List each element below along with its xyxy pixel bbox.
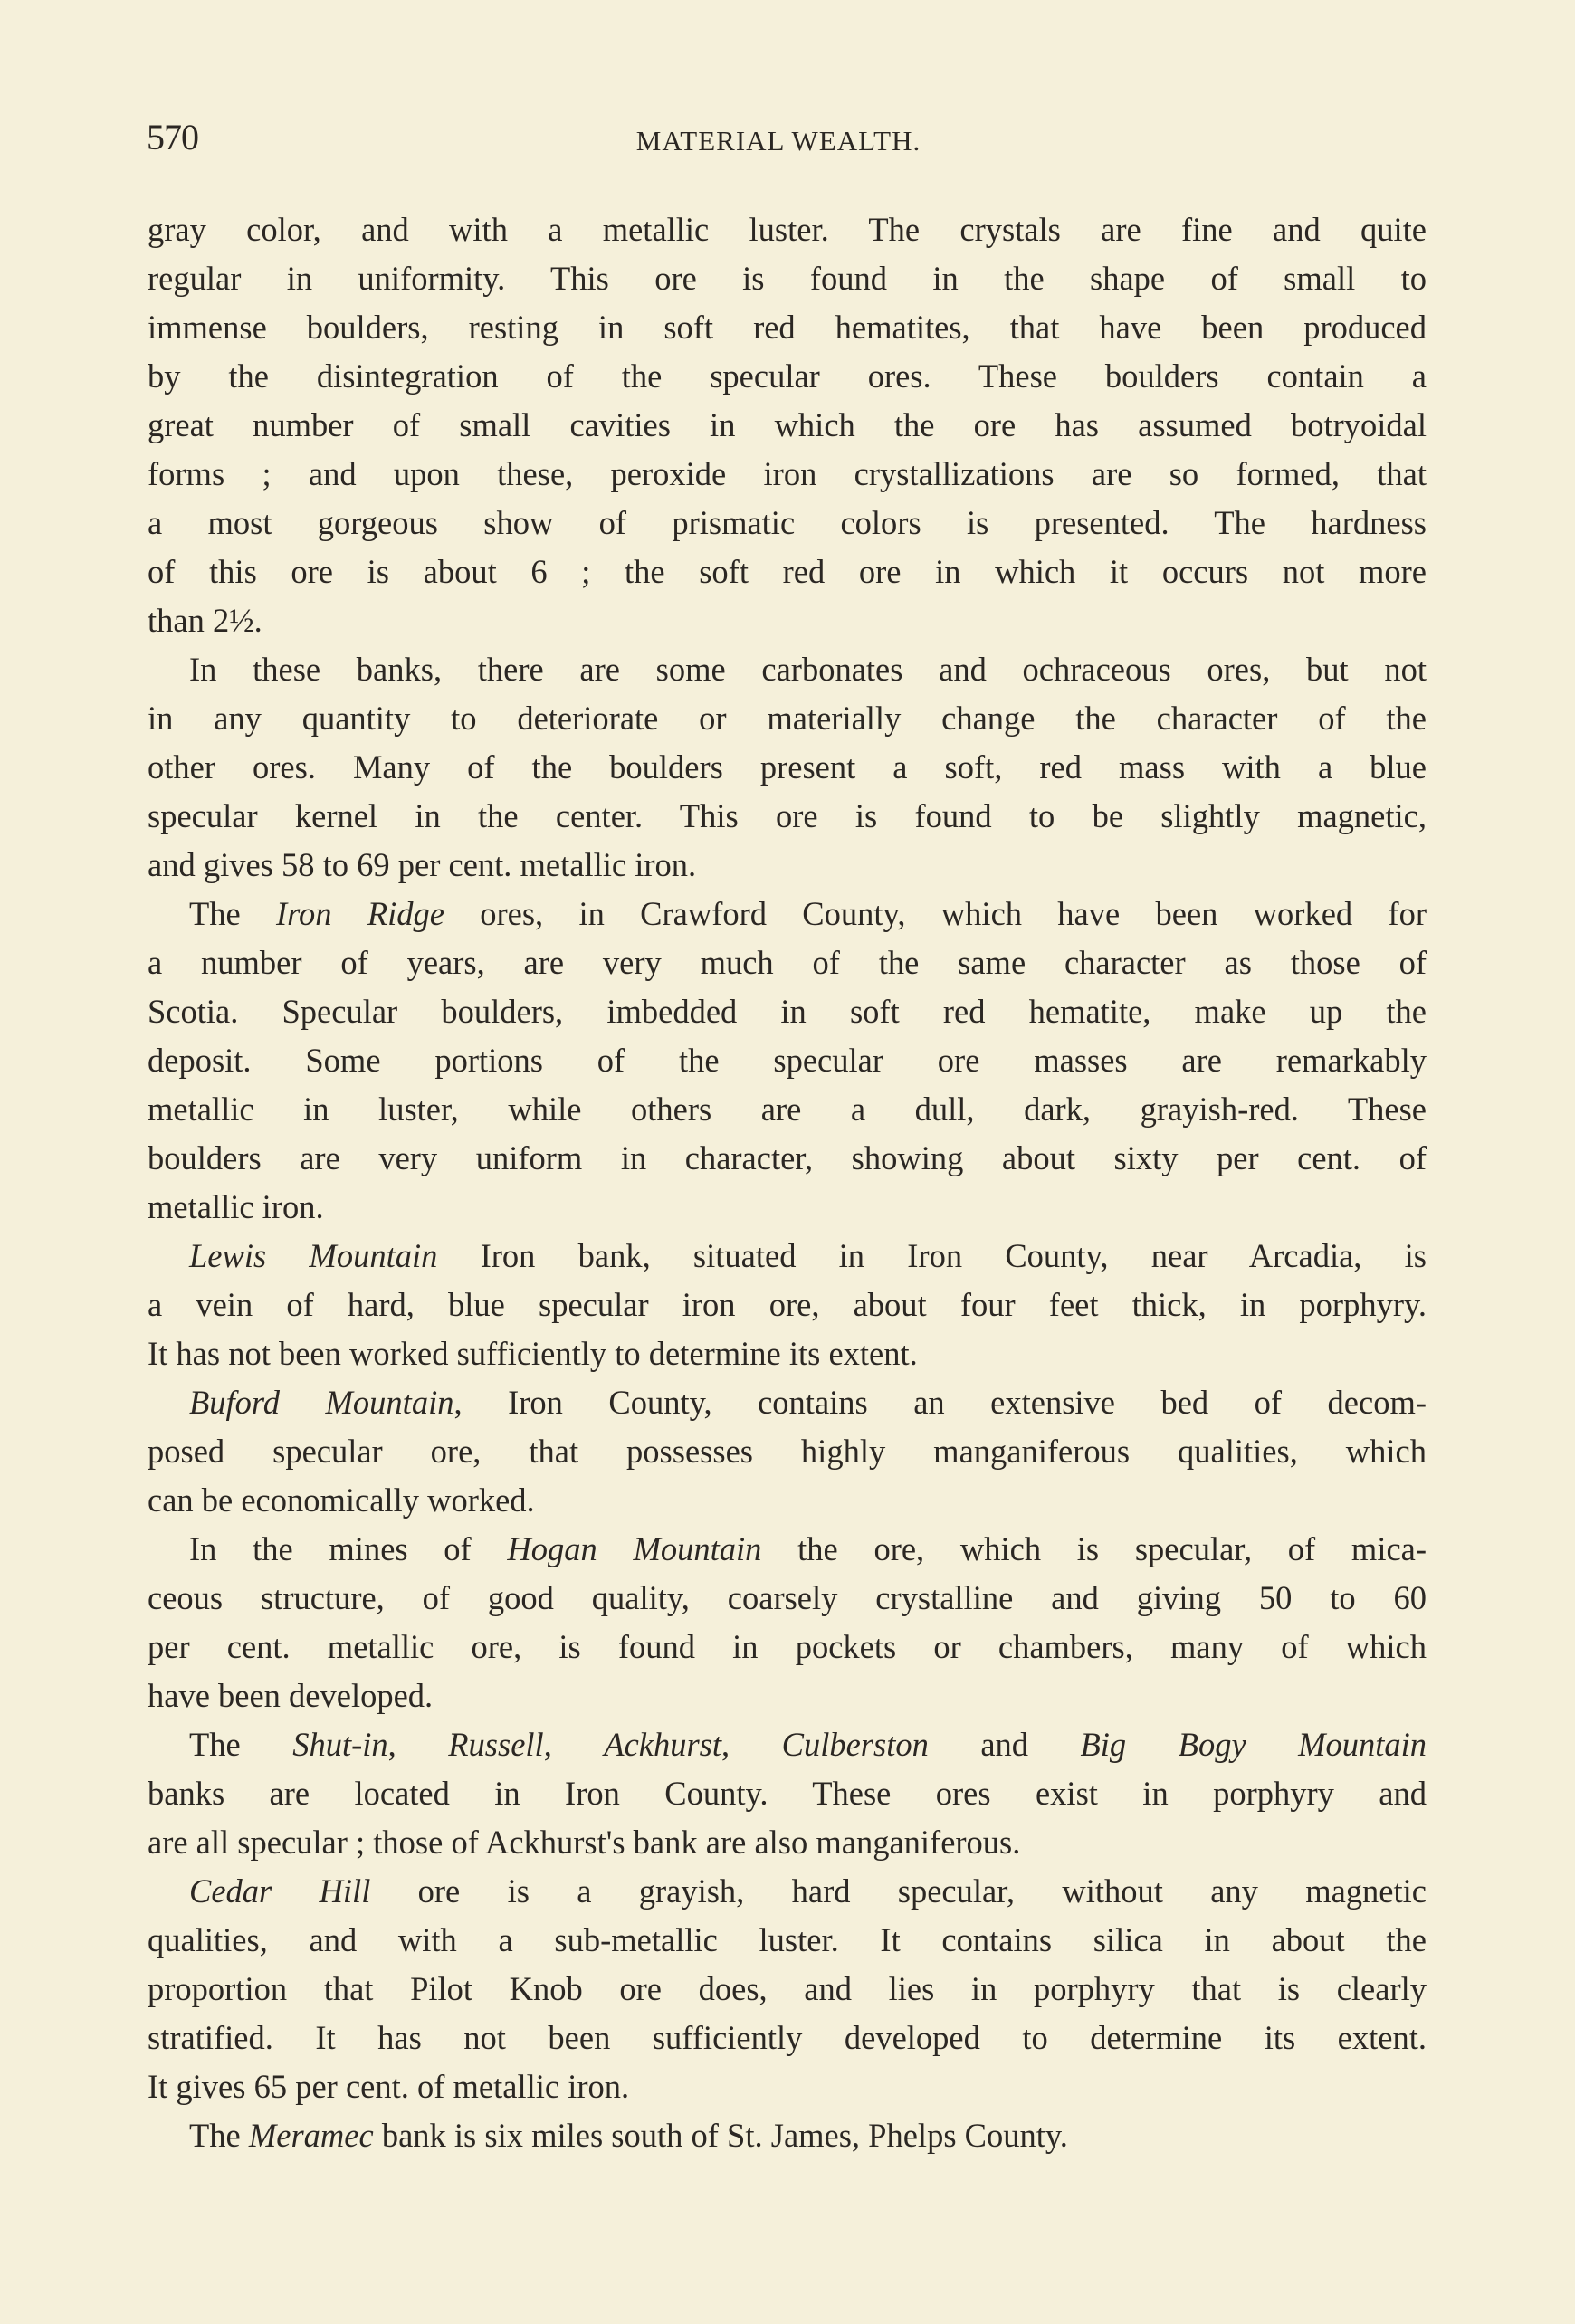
text-span: qualities, and with a sub-metallic luster. It contains silica in about the	[148, 1921, 1427, 1958]
text-span: regular in uniformity. This ore is found in the shape of small to	[148, 260, 1427, 297]
text-line	[148, 1769, 1427, 1818]
text-span: per cent. metallic ore, is found in pockets or chambers, many of which	[148, 1628, 1427, 1665]
text-span: than 2½.	[148, 602, 262, 639]
text-span: The	[189, 1726, 293, 1763]
text-span: metallic iron.	[148, 1188, 324, 1225]
italic-name: Culberston	[781, 1726, 929, 1763]
paragraph	[148, 890, 1427, 1232]
text-span: ores, in Crawford County, which have been worked for	[444, 895, 1427, 932]
text-span: banks are located in Iron County. These ores exist in porphyry and	[148, 1775, 1427, 1812]
text-span: by the disintegration of the specular ores. These boulders contain a	[148, 357, 1427, 395]
text-line	[148, 401, 1427, 450]
text-line	[148, 1574, 1427, 1623]
text-line	[148, 596, 1427, 645]
text-span: proportion that Pilot Knob ore does, and lies in porphyry that is clearly	[148, 1970, 1427, 2007]
text-span: It has not been worked sufficiently to determine its extent.	[148, 1335, 918, 1372]
italic-name: Cedar Hill	[189, 1872, 371, 1910]
text-span: , Iron County, contains an extensive bed of decom-	[453, 1384, 1427, 1421]
paragraph	[148, 1867, 1427, 2111]
paragraph	[148, 1720, 1427, 1867]
text-line	[148, 1281, 1427, 1329]
italic-name: Big Bogy Mountain	[1080, 1726, 1427, 1763]
text-line	[148, 1329, 1427, 1378]
text-line	[148, 1623, 1427, 1672]
italic-name: Hogan Mountain	[507, 1530, 762, 1567]
italic-name: Shut-in	[292, 1726, 388, 1763]
paragraph	[148, 2111, 1427, 2160]
paragraph	[148, 1232, 1427, 1378]
text-span: bank is six miles south of St. James, Phelps County.	[373, 2117, 1068, 2154]
paragraph	[148, 205, 1427, 645]
text-line	[148, 841, 1427, 890]
text-line	[148, 1378, 1427, 1427]
paragraph	[148, 1378, 1427, 1525]
text-span: forms ; and upon these, peroxide iron crystallizations are so formed, that	[148, 455, 1427, 492]
italic-name: Meramec	[248, 2117, 374, 2154]
text-span: are all specular ; those of Ackhurst's bank are also manganiferous.	[148, 1824, 1021, 1861]
text-line	[148, 499, 1427, 548]
text-span: stratified. It has not been sufficiently developed to determine its extent.	[148, 2019, 1427, 2056]
paragraph	[148, 645, 1427, 890]
text-span: posed specular ore, that possesses highly manganiferous qualities, which	[148, 1433, 1427, 1470]
text-span: a vein of hard, blue specular iron ore, about four feet thick, in porphyry.	[148, 1286, 1427, 1323]
text-line	[148, 890, 1427, 938]
text-span: ore is a grayish, hard specular, without any magnetic	[370, 1872, 1427, 1910]
text-span: The	[189, 2117, 249, 2154]
text-line	[148, 254, 1427, 303]
italic-name: Buford Mountain	[189, 1384, 454, 1421]
text-line	[148, 1965, 1427, 2014]
text-span: ,	[721, 1726, 782, 1763]
text-span: metallic in luster, while others are a dull, dark, grayish-red. These	[148, 1091, 1427, 1128]
text-line	[148, 1085, 1427, 1134]
text-span: a number of years, are very much of the same character as those of	[148, 944, 1427, 981]
paragraph	[148, 1525, 1427, 1720]
text-line	[148, 792, 1427, 841]
text-span: boulders are very uniform in character, showing about sixty per cent. of	[148, 1139, 1427, 1176]
text-span: and	[928, 1726, 1081, 1763]
text-line	[148, 1525, 1427, 1574]
text-span: a most gorgeous show of prismatic colors is presented. The hardness	[148, 504, 1427, 541]
text-span: specular kernel in the center. This ore is found to be slightly magnetic,	[148, 797, 1427, 834]
text-line	[148, 2111, 1427, 2160]
text-line	[148, 987, 1427, 1036]
text-span: ,	[543, 1726, 605, 1763]
text-line	[148, 1916, 1427, 1965]
text-line	[148, 2014, 1427, 2062]
italic-name: Russell	[448, 1726, 544, 1763]
text-span: great number of small cavities in which the ore has assumed botryoidal	[148, 406, 1427, 443]
italic-name: Iron Ridge	[276, 895, 444, 932]
text-line	[148, 645, 1427, 694]
text-span: It gives 65 per cent. of metallic iron.	[148, 2068, 630, 2105]
text-span: ceous structure, of good quality, coarsely crystalline and giving 50 to 60	[148, 1579, 1427, 1616]
text-span: The	[189, 895, 277, 932]
text-span: have been developed.	[148, 1677, 434, 1714]
text-line	[148, 2062, 1427, 2111]
text-line	[148, 694, 1427, 743]
text-span: in any quantity to deteriorate or materially change the character of the	[148, 700, 1427, 737]
text-span: Iron bank, situated in Iron County, near Arcadia, is	[437, 1237, 1427, 1274]
text-line	[148, 1672, 1427, 1720]
text-line	[148, 938, 1427, 987]
text-line	[148, 1427, 1427, 1476]
text-span: can be economically worked.	[148, 1481, 535, 1519]
text-line	[148, 1476, 1427, 1525]
text-line	[148, 1134, 1427, 1183]
text-line	[148, 1818, 1427, 1867]
text-span: In the mines of	[189, 1530, 508, 1567]
body-text	[148, 205, 1427, 2160]
text-line	[148, 303, 1427, 352]
italic-name: Ackhurst	[604, 1726, 722, 1763]
text-span: and gives 58 to 69 per cent. metallic iron.	[148, 846, 697, 883]
text-line	[148, 1183, 1427, 1232]
text-span: other ores. Many of the boulders present a soft, red mass with a blue	[148, 748, 1427, 786]
italic-name: Lewis Mountain	[189, 1237, 438, 1274]
text-line	[148, 352, 1427, 401]
text-span: deposit. Some portions of the specular ore masses are remarkably	[148, 1042, 1427, 1079]
text-line	[148, 1867, 1427, 1916]
text-line	[148, 548, 1427, 596]
text-span: ,	[387, 1726, 449, 1763]
text-span: of this ore is about 6 ; the soft red ore in which it occurs not more	[148, 553, 1427, 590]
text-span: the ore, which is specular, of mica-	[761, 1530, 1427, 1567]
text-line	[148, 1232, 1427, 1281]
running-head	[0, 125, 1575, 157]
text-line	[148, 1036, 1427, 1085]
text-span: Scotia. Specular boulders, imbedded in soft red hematite, make up the	[148, 993, 1427, 1030]
text-line	[148, 743, 1427, 792]
text-span: gray color, and with a metallic luster. The crystals are fine and quite	[148, 211, 1427, 248]
text-span: In these banks, there are some carbonates and ochraceous ores, but not	[189, 651, 1427, 688]
text-line	[148, 1720, 1427, 1769]
text-line	[148, 450, 1427, 499]
running-title: MATERIAL WEALTH.	[635, 125, 921, 157]
text-line	[148, 205, 1427, 254]
text-span: immense boulders, resting in soft red hematites, that have been produced	[148, 309, 1427, 346]
page-number: 570	[147, 117, 198, 157]
